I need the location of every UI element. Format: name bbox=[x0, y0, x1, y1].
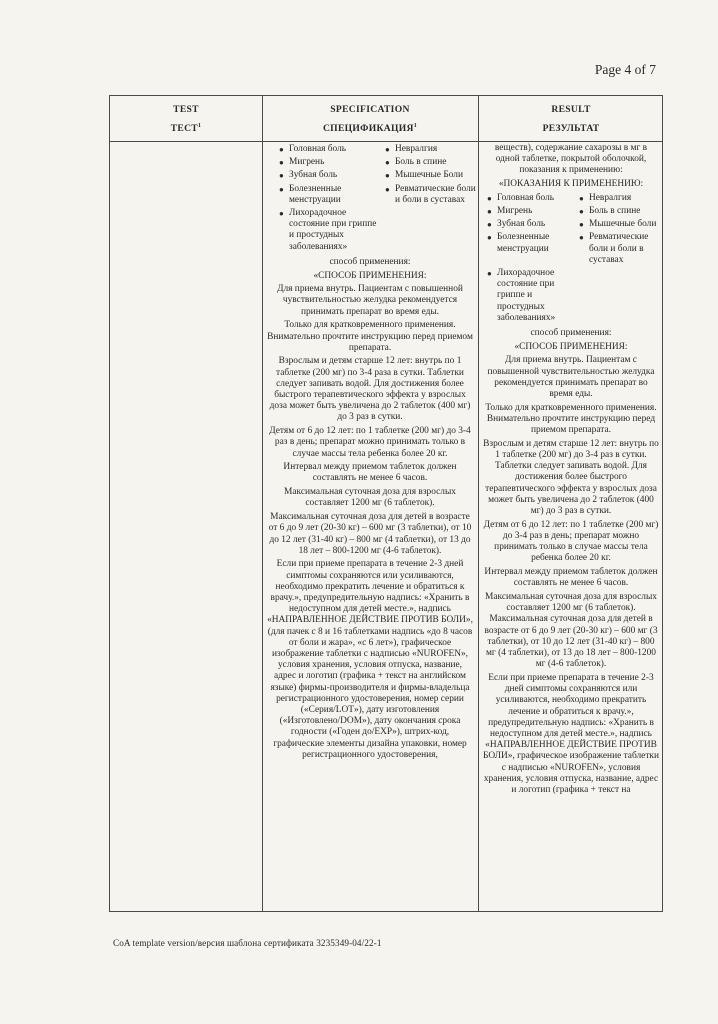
list-item: ● Зубная боль bbox=[487, 219, 546, 230]
bullet-icon: ● bbox=[279, 184, 284, 194]
result-intro: веществ), содержание сахарозы в мг в одной таблетке, покрытой оболочкой, показания к применению: bbox=[494, 143, 648, 176]
result-indications-title: «ПОКАЗАНИЯ К ПРИМЕНЕНИЮ: bbox=[498, 179, 644, 190]
bullet-icon: ● bbox=[279, 171, 284, 181]
list-item: ● Головная боль bbox=[487, 192, 555, 203]
list-item: ● Лихорадочное состояние при гриппе и простудных заболеваниях» bbox=[487, 268, 556, 323]
indications-list bbox=[267, 144, 476, 253]
bullet-icon: ● bbox=[487, 233, 492, 243]
list-item: ● Мигрень bbox=[279, 157, 325, 168]
header-test bbox=[110, 100, 262, 140]
list-item: ● Мышечные боли bbox=[579, 219, 657, 230]
header-spec-en: SPECIFICATION bbox=[330, 104, 410, 115]
spec-paragraph: Детям от 6 до 12 лет: по 1 таблетке (200 мг) до 3-4 раз в день; препарат можно принимать только в случае массы тела ребенка более 20 кг. bbox=[269, 426, 471, 459]
template-version-footer: CoA template version/версия шаблона сертификата 3235349-04/22-1 bbox=[113, 938, 382, 948]
bullet-icon: ● bbox=[279, 145, 284, 154]
list-item: ● Мышечные Боли bbox=[385, 170, 463, 181]
header-divider bbox=[110, 141, 662, 142]
bullet-icon: ● bbox=[579, 207, 584, 217]
column-divider bbox=[262, 96, 263, 911]
result-paragraph: Детям от 6 до 12 лет: по 1 таблетке (200 мг) до 3-4 раз в день; препарат можно принимать только в случае массы тела ребенка более 20 кг. bbox=[483, 519, 659, 564]
bullet-icon: ● bbox=[487, 220, 492, 230]
list-item: ● Болезненные менструации bbox=[279, 183, 342, 205]
spec-paragraph: Интервал между приемом таблеток должен составлять не менее 6 часов. bbox=[283, 462, 457, 484]
spec-paragraph: Максимальная суточная доза для взрослых составляет 1200 мг (6 таблеток). bbox=[284, 487, 456, 509]
bullet-icon: ● bbox=[579, 193, 584, 203]
list-item: ● Ревматические боли и боли в суставах bbox=[385, 183, 476, 205]
bullet-icon: ● bbox=[385, 171, 390, 181]
spec-paragraph: Если при приеме препарата в течение 2-3 дней симптомы сохраняются или усиливаются, необходимо прекратить лечение и обратиться к врачу.», предупредительную надпись: «Хранить в недоступном для детей месте.», надпись «НАПРАВЛЕННОЕ ДЕЙСТВИЕ ПРОТИВ БОЛИ», (для пачек с 8 и 16 таблетками надпись «до 8 часов от боли и жара», «с 6 лет»), графическое изображение таблетки с надписью «NUROFEN», условия хранения, условия отпуска, название, адрес и логотип (графика + текст на английском языке) фирмы-производителя и фирмы-владельца регистрационного удостоверения, номер серии («Серия/LOT»), дату изготовления («Изготовлено/DOM»), дату окончания срока годности («Годен до/EXP»), штрих-код, графические элементы дизайна упаковки, номер регистрационного удостоверения, bbox=[267, 559, 473, 760]
result-paragraph: Если при приеме препарата в течение 2-3 дней симптомы сохраняются или усиливаются, необходимо прекратить лечение и обратиться к врачу.», предупредительную надпись: «Хранить в недоступном для детей месте.», надпись «НАПРАВЛЕННОЕ ДЕЙСТВИЕ ПРОТИВ БОЛИ», графическое изображение таблетки с надписью «NUROFEN», условия хранения, условия отпуска, название, адрес и логотип (графика + текст на bbox=[483, 672, 660, 795]
bullet-icon: ● bbox=[487, 207, 492, 217]
list-item: ● Невралгия bbox=[385, 144, 438, 154]
header-spec-ru: СПЕЦИФИКАЦИЯ bbox=[322, 123, 414, 134]
bullet-icon: ● bbox=[579, 220, 584, 230]
bullet-icon: ● bbox=[385, 158, 390, 168]
list-item: ● Ревматические боли и боли в суставах bbox=[579, 232, 649, 265]
spec-paragraph: способ применения: bbox=[329, 256, 411, 267]
spec-paragraph: Для приема внутрь. Пациентам с повышенной чувствительностью желудка рекомендуется принимать препарат во время еды. bbox=[277, 284, 463, 317]
spec-paragraph: Взрослым и детям старше 12 лет: внутрь по 1 таблетке (200 мг) по 3-4 раза в сутки. Таблетки следует запивать водой. Для достижения более быстрого терапевтического эффекта у взрослых доза может быть увеличена до 2 таблеток (400 мг) до 3 раз в сутки. bbox=[269, 356, 471, 423]
result-paragraph: Взрослым и детям старше 12 лет: внутрь по 1 таблетке (200 мг) до 3-4 раз в сутки. Таблетки следует запивать водой. Для достижения более быстрого терапевтического эффекта у взрослых доза может быть увеличена до 2 таблеток (400 мг) до 3 раз в сутки. bbox=[483, 438, 659, 517]
spec-paragraph: Только для кратковременного применения. Внимательно прочтите инструкцию перед приемом препарата. bbox=[267, 320, 473, 353]
result-paragraph: Максимальная суточная доза для взрослых составляет 1200 мг (6 таблеток). Максимальная суточная доза для детей в возрасте от 6 до 9 лет (20-30 кг) – 600 мг (3 таблетки), от 10 до 12 лет (31-40 кг) – 800 мг (4 таблетки), от 13 до 18 лет – 800-1200 мг (4-6 таблеток). bbox=[484, 592, 658, 670]
bullet-icon: ● bbox=[579, 233, 584, 243]
result-indications-list bbox=[483, 193, 659, 324]
result-paragraph: Для приема внутрь. Пациентам с повышенной чувствительностью желудка рекомендуется принимать препарат во время еды. bbox=[487, 355, 655, 400]
header-result bbox=[478, 100, 664, 140]
list-item: ● Мигрень bbox=[487, 206, 533, 217]
list-item: ● Болезненные менструации bbox=[487, 232, 550, 254]
bullet-icon: ● bbox=[385, 145, 390, 154]
header-result-ru: РЕЗУЛЬТАТ bbox=[542, 123, 600, 134]
page-number: Page 4 of 7 bbox=[594, 62, 656, 77]
list-item: ● Лихорадочное состояние при гриппе и простудных заболеваниях» bbox=[279, 208, 377, 252]
result-paragraph: Интервал между приемом таблеток должен составлять не менее 6 часов. bbox=[484, 567, 658, 589]
result-paragraph: Только для кратковременного применения. Внимательно прочтите инструкцию перед приемом препарата. bbox=[485, 402, 657, 436]
list-item: ● Боль в спине bbox=[579, 206, 641, 217]
result-paragraph: «СПОСОБ ПРИМЕНЕНИЯ: bbox=[514, 341, 628, 352]
column-divider bbox=[478, 96, 479, 911]
bullet-icon: ● bbox=[487, 193, 492, 203]
header-specification bbox=[262, 100, 478, 140]
list-item: ● Головная боль bbox=[279, 144, 347, 154]
specification-table bbox=[109, 95, 663, 912]
specification-column bbox=[264, 143, 476, 909]
spec-paragraph: «СПОСОБ ПРИМЕНЕНИЯ: bbox=[313, 270, 427, 281]
list-item: ● Зубная боль bbox=[279, 170, 338, 181]
header-test-en: TEST bbox=[173, 104, 199, 115]
footnote-mark: 1 bbox=[413, 122, 418, 129]
header-test-ru: ТЕСТ bbox=[170, 123, 198, 134]
result-paragraph: способ применения: bbox=[530, 328, 612, 339]
bullet-icon: ● bbox=[279, 158, 284, 168]
header-result-en: RESULT bbox=[551, 104, 591, 115]
result-column bbox=[480, 143, 662, 909]
footnote-mark: 1 bbox=[198, 122, 202, 129]
spec-paragraph: Максимальная суточная доза для детей в возрасте от 6 до 9 лет (20-30 кг) – 600 мг (3 таблетки), от 10 до 12 лет (31-40 кг) – 800 мг (4 таблетки), от 13 до 18 лет – 800-1200 мг (4-6 таблеток). bbox=[268, 512, 472, 556]
list-item: ● Боль в спине bbox=[385, 157, 447, 168]
bullet-icon: ● bbox=[385, 184, 390, 194]
bullet-icon: ● bbox=[279, 209, 284, 219]
list-item: ● Невралгия bbox=[579, 192, 632, 203]
bullet-icon: ● bbox=[487, 269, 492, 279]
